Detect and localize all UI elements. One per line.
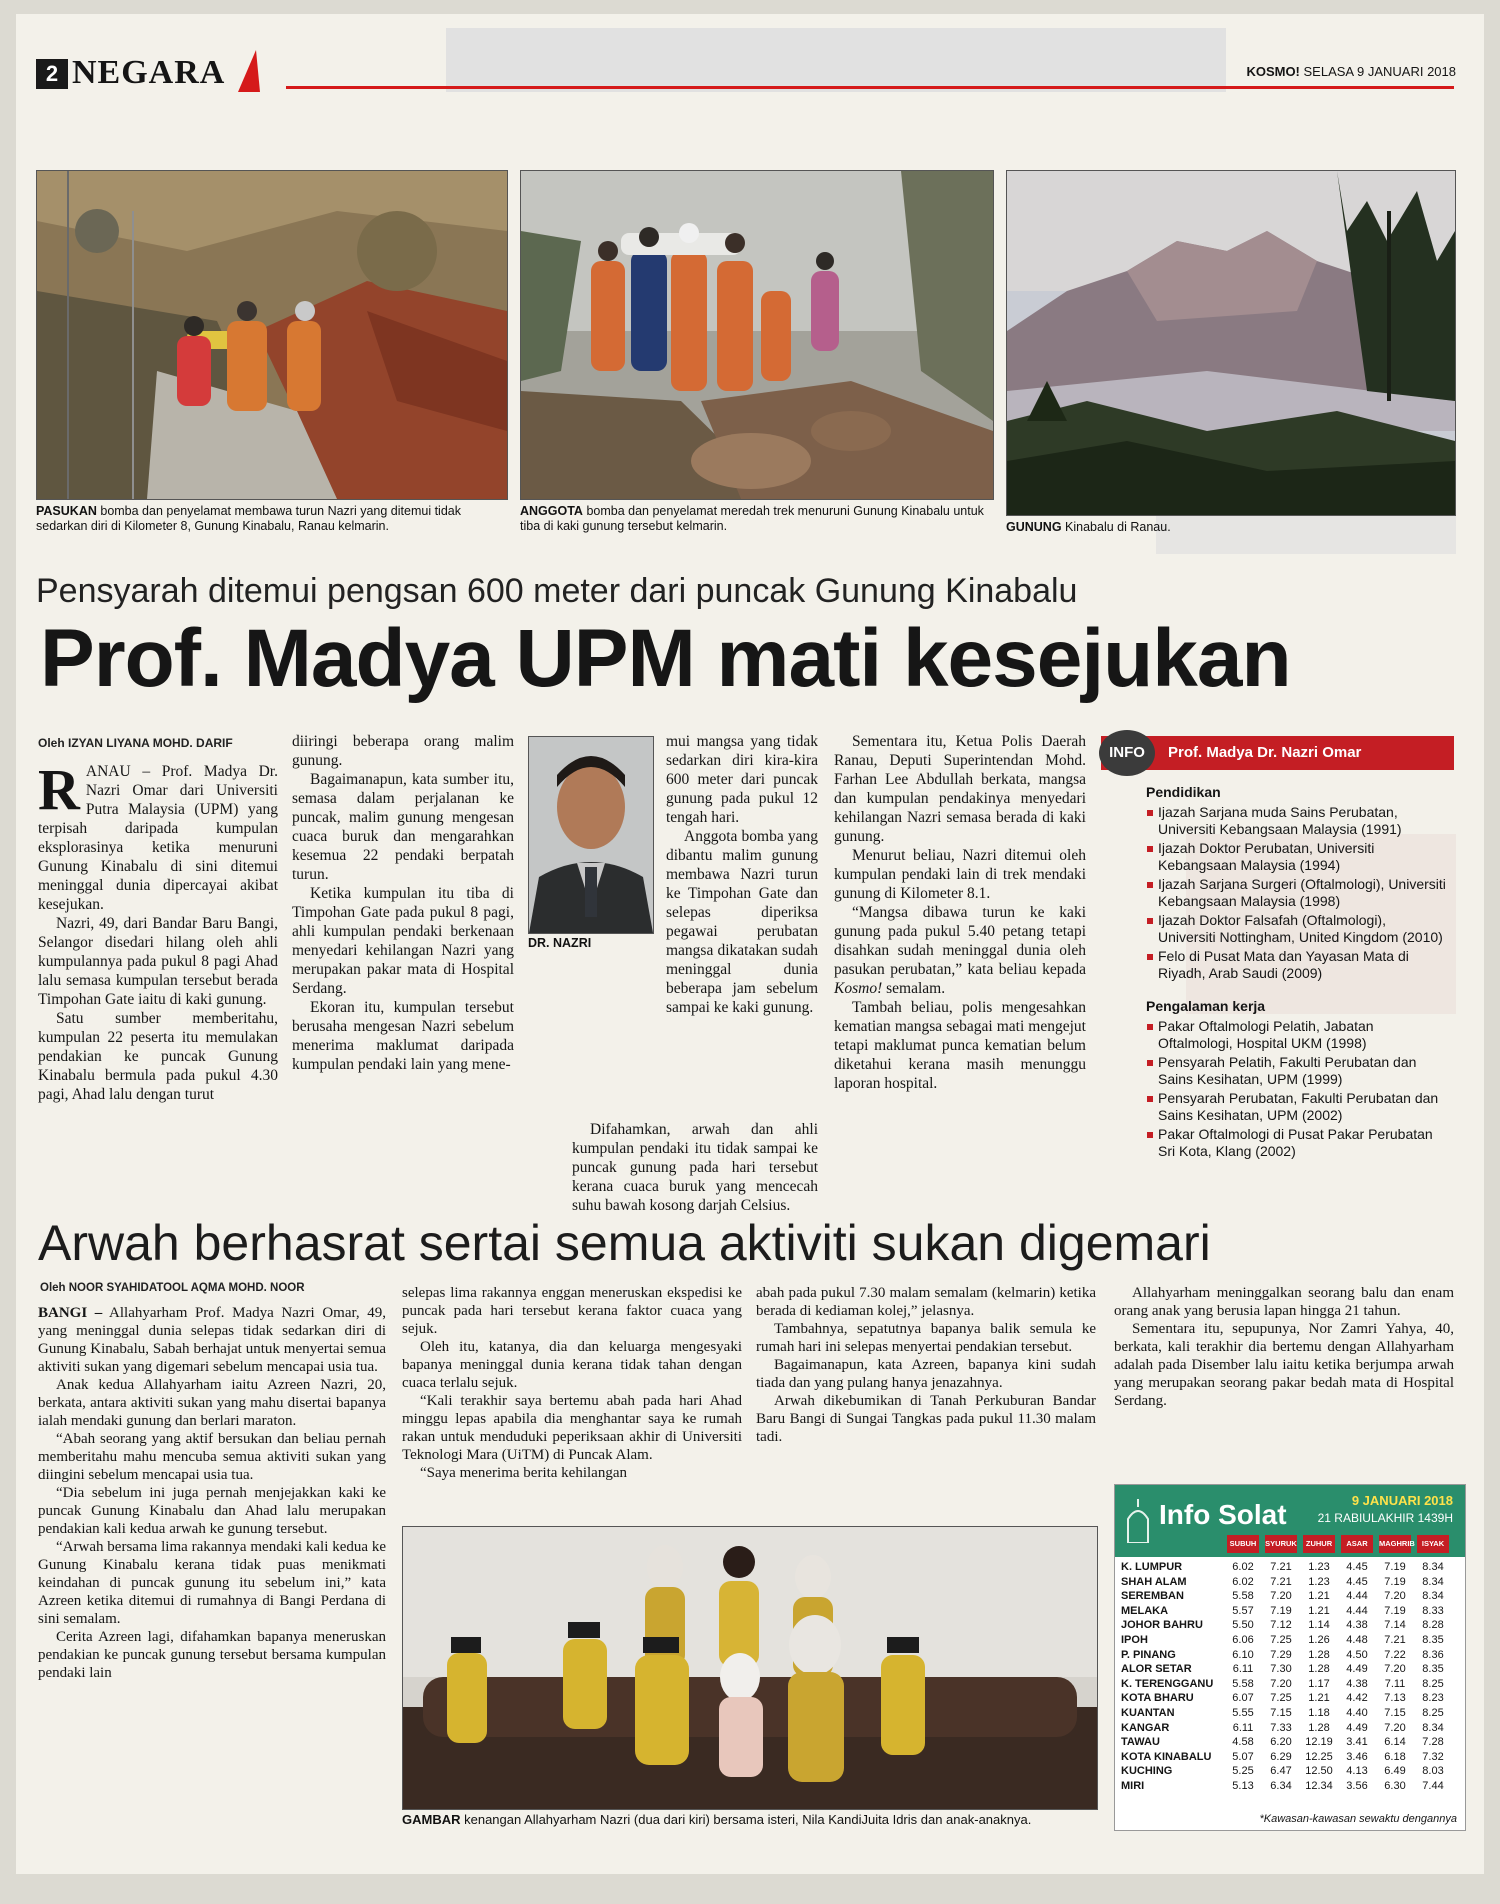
photo-caption: ANGGOTA bomba dan penyelamat meredah trek menuruni Gunung Kinabalu untuk tiba di kaki gunung tersebut kelmarin. xyxy=(520,504,984,533)
prayer-time: 7.12 xyxy=(1270,1619,1292,1632)
city-name: KOTA BHARU xyxy=(1121,1692,1194,1705)
prayer-time: 4.50 xyxy=(1346,1648,1368,1661)
prayer-time: 7.25 xyxy=(1270,1633,1292,1646)
article-column xyxy=(756,1284,1096,1446)
prayer-time: 7.19 xyxy=(1384,1561,1406,1573)
prayer-time: 7.32 xyxy=(1422,1750,1444,1763)
prayer-note: *Kawasan-kawasan sewaktu dengannya xyxy=(1259,1813,1457,1825)
article-paragraph: mui mangsa yang tidak sedarkan diri kira-kira 600 meter dari puncak gunung pada pukul 12 tengah hari. xyxy=(666,733,818,826)
prayer-time: 7.20 xyxy=(1384,1663,1406,1676)
prayer-time: 7.20 xyxy=(1270,1590,1292,1603)
article-paragraph: Satu sumber memberitahu, kumpulan 22 peserta itu memulakan pendakian ke puncak Gunung Kinabalu bermula pada pukul 4.30 pagi, Ahad lalu dengan turut xyxy=(38,1010,278,1103)
prayer-time: 8.33 xyxy=(1422,1604,1444,1617)
article-paragraph: Sementara itu, sepupunya, Nor Zamri Yahya, 40, berkata, kali terakhir dia bertemu dengan Allahyarham adalah pada Disember lalu iaitu ketika berjumpa arwah yang merupakan seorang pakar bedah mata di Hospital Serdang. xyxy=(1114,1321,1454,1409)
prayer-time: 1.21 xyxy=(1308,1692,1330,1705)
page-title: Prof. Madya UPM mati kesejukan xyxy=(40,613,1291,704)
prayer-time: 6.06 xyxy=(1232,1633,1254,1646)
prayer-time: 12.50 xyxy=(1305,1765,1333,1778)
article-paragraph: RANAU – Prof. Madya Dr. Nazri Omar dari Universiti Putra Malaysia (UPM) yang terpisah daripada kumpulan eksplorasinya ketika menuruni Gunung Kinabalu di sini ditemui meninggal dunia dipercayai akibat kesejukan. xyxy=(38,757,278,913)
prayer-time: 7.15 xyxy=(1384,1706,1406,1719)
page-number: 2 xyxy=(36,59,68,89)
article-column xyxy=(666,732,818,1017)
prayer-time: 5.25 xyxy=(1232,1765,1254,1778)
column-header: ISYAK xyxy=(1417,1535,1449,1553)
education-list xyxy=(1146,804,1446,982)
city-name: MELAKA xyxy=(1121,1604,1169,1617)
city-name: KUANTAN xyxy=(1121,1706,1175,1719)
mountain-photo xyxy=(1006,170,1456,516)
prayer-time: 7.11 xyxy=(1384,1677,1406,1690)
family-photo xyxy=(402,1526,1098,1810)
prayer-time: 7.21 xyxy=(1384,1633,1406,1646)
article-paragraph: Bagaimanapun, kata Azreen, bapanya kini sudah tiada dan yang pulang hanya jenazahnya. xyxy=(756,1357,1096,1391)
article-paragraph: Nazri, 49, dari Bandar Baru Bangi, Selangor disedari hilang oleh ahli kumpulannya pada pukul 8 pagi Ahad lalu semasa kumpulan tersebut berada Timpohan Gate iaitu di kaki gunung. xyxy=(38,915,278,1008)
prayer-time: 6.47 xyxy=(1270,1765,1292,1778)
city-name: KANGAR xyxy=(1121,1721,1170,1734)
prayer-time: 8.25 xyxy=(1422,1677,1444,1690)
city-name: JOHOR BAHRU xyxy=(1121,1619,1203,1632)
prayer-time: 8.36 xyxy=(1422,1648,1444,1661)
prayer-time: 6.14 xyxy=(1384,1736,1406,1749)
prayer-time: 7.28 xyxy=(1422,1736,1444,1749)
list-item: Ijazah Doktor Perubatan, Universiti Kebangsaan Malaysia (1994) xyxy=(1146,840,1446,874)
prayer-time: 8.34 xyxy=(1422,1575,1444,1588)
prayer-time: 7.25 xyxy=(1270,1692,1292,1705)
prayer-time: 12.19 xyxy=(1305,1736,1333,1749)
prayer-time: 8.25 xyxy=(1422,1706,1444,1719)
list-item: Ijazah Sarjana muda Sains Perubatan, Universiti Kebangsaan Malaysia (1991) xyxy=(1146,804,1446,838)
prayer-time: 8.28 xyxy=(1422,1619,1444,1632)
prayer-time: 1.17 xyxy=(1308,1677,1330,1690)
prayer-time: 6.11 xyxy=(1232,1721,1254,1734)
prayer-time: 4.48 xyxy=(1346,1633,1368,1646)
article-column xyxy=(1114,1284,1454,1410)
info-box xyxy=(1146,784,1446,1176)
prayer-time: 8.35 xyxy=(1422,1633,1444,1646)
prayer-time: 5.58 xyxy=(1232,1677,1254,1690)
prayer-time: 6.02 xyxy=(1232,1561,1254,1573)
section-flag-icon xyxy=(238,50,260,92)
article-column xyxy=(834,732,1086,1093)
prayer-time: 12.34 xyxy=(1305,1779,1333,1792)
article-paragraph: “Kali terakhir saya bertemu abah pada hari Ahad minggu lepas apabila dia menghantar saya ke rumah rakan untuk menduduki peperiksaan akhir di Universiti Teknologi Mara (UiTM) di Puncak Alam. xyxy=(402,1393,742,1463)
article-paragraph: “Dia sebelum ini juga pernah menjejakkan kaki ke puncak Gunung Kinabalu dan Ahad lalu merupakan pendakian kali kedua arwah ke gunung tersebut. xyxy=(38,1485,386,1537)
article-paragraph: Bagaimanapun, kata sumber itu, semasa dalam perjalanan ke puncak, malim gunung mengesan cuaca buruk dan mengarahkan kesemua 22 pendaki berpatah turun. xyxy=(292,771,514,883)
article-paragraph: Allahyarham meninggalkan seorang balu dan enam orang anak yang berusia lapan hingga 21 tahun. xyxy=(1114,1285,1454,1319)
list-item: Felo di Pusat Mata dan Yayasan Mata di Riyadh, Arab Saudi (2009) xyxy=(1146,948,1446,982)
prayer-time: 4.49 xyxy=(1346,1663,1368,1676)
portrait-caption: DR. NAZRI xyxy=(528,936,592,950)
article-paragraph: Ketika kumpulan itu tiba di Timpohan Gate pada pukul 8 pagi, ahli kumpulan pendaki berkenaan menyedari kehilangan Nazri yang merupakan pakar mata di Hospital Serdang. xyxy=(292,885,514,997)
newspaper-page xyxy=(16,14,1484,1874)
prayer-time: 5.13 xyxy=(1232,1779,1254,1792)
city-name: SHAH ALAM xyxy=(1121,1575,1187,1588)
prayer-time: 4.44 xyxy=(1346,1604,1368,1617)
prayer-time: 7.13 xyxy=(1384,1692,1406,1705)
city-name: MIRI xyxy=(1121,1779,1145,1792)
prayer-time: 4.45 xyxy=(1346,1575,1368,1588)
prayer-time: 7.20 xyxy=(1384,1590,1406,1603)
article-paragraph: selepas lima rakannya enggan meneruskan ekspedisi ke puncak pada hari tersebut kerana faktor cuaca yang sejuk. xyxy=(402,1285,742,1337)
article-paragraph: Anggota bomba yang dibantu malim gunung membawa Nazri turun ke Timpohan Gate dan selepas diperiksa pegawai perubatan mangsa dikatakan sudah meninggal dunia beberapa jam sebelum sampai ke kaki gunung. xyxy=(666,828,818,1016)
prayer-time: 6.29 xyxy=(1270,1750,1292,1763)
article-paragraph: Difahamkan, arwah dan ahli kumpulan pendaki itu tidak sampai ke puncak gunung pada hari tersebut kerana cuaca buruk yang mencecah suhu bawah kosong darjah Celsius. xyxy=(572,1121,818,1214)
prayer-time: 8.35 xyxy=(1422,1663,1444,1676)
prayer-time: 7.30 xyxy=(1270,1663,1292,1676)
prayer-time: 1.14 xyxy=(1308,1619,1330,1632)
prayer-time: 5.50 xyxy=(1232,1619,1254,1632)
photo-caption: GAMBAR kenangan Allahyarham Nazri (dua dari kiri) bersama isteri, Nila KandiJuita Idris dan anak-anaknya. xyxy=(402,1812,1032,1827)
info-heading: Pendidikan xyxy=(1146,784,1221,800)
story2-headline: Arwah berhasrat sertai semua aktiviti sukan digemari xyxy=(38,1215,1211,1271)
prayer-time: 7.19 xyxy=(1384,1575,1406,1588)
trail-photo xyxy=(520,170,994,500)
column-header: MAGHRIB xyxy=(1379,1535,1411,1553)
show-through-print xyxy=(446,28,1226,92)
article-paragraph: Menurut beliau, Nazri ditemui oleh kumpulan pendaki lain di trek mendaki gunung di Kilometer 8.1. xyxy=(834,847,1086,902)
prayer-time: 4.49 xyxy=(1346,1721,1368,1734)
prayer-time: 1.28 xyxy=(1308,1648,1330,1661)
mosque-icon xyxy=(1125,1499,1151,1543)
prayer-time: 6.02 xyxy=(1232,1575,1254,1588)
article-paragraph: BANGI – Allahyarham Prof. Madya Nazri Omar, 49, yang meninggal dunia selepas tidak sedarkan diri di Gunung Kinabalu, Sabah berhajat untuk menyertai semua aktiviti sukan yang digemari sebelum mencapai usia tua. xyxy=(38,1305,386,1375)
prayer-times-table xyxy=(1114,1484,1466,1831)
article-paragraph: “Arwah bersama lima rakannya mendaki kali kedua ke Gunung Kinabalu kerana tidak puas menikmati keindahan di puncak gunung itu sebelum ini,” kata Azreen ketika ditemui di rumahnya di Bangi Perdana di sini semalam. xyxy=(38,1539,386,1627)
prayer-time: 4.42 xyxy=(1346,1692,1368,1705)
prayer-time: 1.21 xyxy=(1308,1604,1330,1617)
article-column xyxy=(402,1284,742,1482)
prayer-time: 6.10 xyxy=(1232,1648,1254,1661)
prayer-time: 1.23 xyxy=(1308,1561,1330,1573)
article-column xyxy=(38,1304,386,1682)
city-name: KOTA KINABALU xyxy=(1121,1750,1212,1763)
issue-date: KOSMO! SELASA 9 JANUARI 2018 xyxy=(1246,64,1456,79)
prayer-time: 7.19 xyxy=(1270,1604,1292,1617)
section-title: NEGARA xyxy=(72,54,226,91)
prayer-time: 6.30 xyxy=(1384,1779,1406,1792)
list-item: Pakar Oftalmologi Pelatih, Jabatan Oftalmologi, Hospital UKM (1998) xyxy=(1146,1018,1446,1052)
prayer-time: 7.19 xyxy=(1384,1604,1406,1617)
article-paragraph: abah pada pukul 7.30 malam semalam (kelmarin) ketika berada di kediaman kolej,” jelasnya. xyxy=(756,1285,1096,1319)
article-column xyxy=(572,1120,818,1215)
city-name: ALOR SETAR xyxy=(1121,1663,1192,1676)
prayer-time: 7.21 xyxy=(1270,1561,1292,1573)
prayer-time: 4.45 xyxy=(1346,1561,1368,1573)
list-item: Ijazah Doktor Falsafah (Oftalmologi), Universiti Nottingham, United Kingdom (2010) xyxy=(1146,912,1446,946)
info-heading: Pengalaman kerja xyxy=(1146,998,1266,1014)
prayer-time: 1.21 xyxy=(1308,1590,1330,1603)
prayer-time: 6.49 xyxy=(1384,1765,1406,1778)
article-paragraph: diiringi beberapa orang malim gunung. xyxy=(292,733,514,769)
prayer-time: 7.29 xyxy=(1270,1648,1292,1661)
article-paragraph: “Mangsa dibawa turun ke kaki gunung pada pukul 5.40 petang tetapi disahkan sudah meninggal dunia oleh pasukan perubatan,” kata beliau kepada Kosmo! semalam. xyxy=(834,904,1086,997)
prayer-time: 4.13 xyxy=(1346,1765,1368,1778)
article-paragraph: Oleh itu, katanya, dia dan keluarga mengesyaki bapanya meninggal dunia kerana tidak tahan dengan cuaca terlalu sejuk. xyxy=(402,1339,742,1391)
article-paragraph: “Saya menerima berita kehilangan xyxy=(420,1465,627,1481)
prayer-time: 3.41 xyxy=(1346,1736,1368,1749)
header-rule xyxy=(286,86,1454,89)
info-badge: INFO xyxy=(1099,730,1155,776)
prayer-time: 8.23 xyxy=(1422,1692,1444,1705)
photo-caption: GUNUNG Kinabalu di Ranau. xyxy=(1006,520,1171,534)
prayer-time: 3.46 xyxy=(1346,1750,1368,1763)
prayer-time: 8.34 xyxy=(1422,1721,1444,1734)
article-column xyxy=(292,732,514,1074)
city-name: SEREMBAN xyxy=(1121,1590,1184,1603)
column-header: SYURUK xyxy=(1265,1535,1297,1553)
prayer-time: 1.23 xyxy=(1308,1575,1330,1588)
list-item: Pakar Oftalmologi di Pusat Pakar Perubatan Sri Kota, Klang (2002) xyxy=(1146,1126,1446,1160)
article-paragraph: Anak kedua Allahyarham iaitu Azreen Nazri, 20, berkata, antara aktiviti sukan yang mahu disertai bapanya ialah mendaki gunung dan berlari maraton. xyxy=(38,1377,386,1429)
prayer-hijri-date: 21 RABIULAKHIR 1439H xyxy=(1317,1511,1453,1525)
prayer-time: 5.58 xyxy=(1232,1590,1254,1603)
prayer-time: 7.15 xyxy=(1270,1706,1292,1719)
prayer-time: 4.44 xyxy=(1346,1590,1368,1603)
column-header: ASAR xyxy=(1341,1535,1373,1553)
prayer-time: 8.34 xyxy=(1422,1590,1444,1603)
drop-cap: R xyxy=(38,757,80,822)
prayer-time: 8.34 xyxy=(1422,1561,1444,1573)
prayer-time: 7.21 xyxy=(1270,1575,1292,1588)
column-header: SUBUH xyxy=(1227,1535,1259,1553)
prayer-time: 6.18 xyxy=(1384,1750,1406,1763)
city-name: IPOH xyxy=(1121,1633,1148,1646)
prayer-title: Info Solat xyxy=(1159,1499,1287,1530)
prayer-time: 7.22 xyxy=(1384,1648,1406,1661)
prayer-time: 1.28 xyxy=(1308,1721,1330,1734)
prayer-time: 4.38 xyxy=(1346,1619,1368,1632)
article-paragraph: Cerita Azreen lagi, difahamkan bapanya meneruskan pendakian ke puncak gunung tersebut bersama kumpulan pendaki lain xyxy=(38,1629,386,1681)
prayer-time: 5.55 xyxy=(1232,1706,1254,1719)
story-kicker: Pensyarah ditemui pengsan 600 meter dari puncak Gunung Kinabalu xyxy=(36,572,1078,610)
prayer-time: 6.07 xyxy=(1232,1692,1254,1705)
prayer-time: 6.34 xyxy=(1270,1779,1292,1792)
article-paragraph: Tambah beliau, polis mengesahkan kematian mangsa sebagai mati mengejut tetapi maklumat punca kematian belum diketahui kerana masih menunggu laporan hospital. xyxy=(834,999,1086,1092)
article-paragraph: Ekoran itu, kumpulan tersebut berusaha mengesan Nazri sebelum menerima maklumat daripada kumpulan pendaki lain yang mene- xyxy=(292,999,514,1073)
city-name: TAWAU xyxy=(1121,1736,1160,1749)
prayer-time: 7.33 xyxy=(1270,1721,1292,1734)
list-item: Pensyarah Perubatan, Fakulti Perubatan dan Sains Kesihatan, UPM (2002) xyxy=(1146,1090,1446,1124)
prayer-time: 1.28 xyxy=(1308,1663,1330,1676)
prayer-time: 8.03 xyxy=(1422,1765,1444,1778)
prayer-time: 5.07 xyxy=(1232,1750,1254,1763)
article-paragraph: “Abah seorang yang aktif bersukan dan beliau pernah memberitahu mahu mencuba semua aktiviti sukan yang diingini sebelum mencapai usia tua. xyxy=(38,1431,386,1483)
city-name: K. TERENGGANU xyxy=(1121,1677,1214,1690)
rescue-photo xyxy=(36,170,508,500)
photo-caption: PASUKAN bomba dan penyelamat membawa turun Nazri yang ditemui tidak sedarkan diri di Kilometer 8, Gunung Kinabalu, Ranau kelmarin. xyxy=(36,504,461,533)
city-name: K. LUMPUR xyxy=(1121,1561,1183,1573)
article-column xyxy=(38,757,278,1104)
prayer-time: 3.56 xyxy=(1346,1779,1368,1792)
list-item: Pensyarah Pelatih, Fakulti Perubatan dan Sains Kesihatan, UPM (1999) xyxy=(1146,1054,1446,1088)
article-paragraph: Arwah dikebumikan di Tanah Perkuburan Bandar Baru Bangi di Sungai Tangkas pada pukul 11.30 malam tadi. xyxy=(756,1393,1096,1445)
prayer-time: 6.11 xyxy=(1232,1663,1254,1676)
prayer-time: 12.25 xyxy=(1305,1750,1333,1763)
byline: Oleh NOOR SYAHIDATOOL AQMA MOHD. NOOR xyxy=(40,1282,305,1294)
prayer-time: 7.20 xyxy=(1270,1677,1292,1690)
prayer-time: 7.14 xyxy=(1384,1619,1406,1632)
article-paragraph: Tambahnya, sepatutnya bapanya balik semula ke rumah hari ini selepas menyertai pendakian tersebut. xyxy=(756,1321,1096,1355)
prayer-time: 6.20 xyxy=(1270,1736,1292,1749)
byline: Oleh IZYAN LIYANA MOHD. DARIF xyxy=(38,736,233,750)
info-title: Prof. Madya Dr. Nazri Omar xyxy=(1168,744,1362,761)
column-header: ZUHUR xyxy=(1303,1535,1335,1553)
list-item: Ijazah Sarjana Surgeri (Oftalmologi), Universiti Kebangsaan Malaysia (1998) xyxy=(1146,876,1446,910)
prayer-time: 4.58 xyxy=(1232,1736,1254,1749)
city-name: KUCHING xyxy=(1121,1765,1173,1778)
city-name: P. PINANG xyxy=(1121,1648,1176,1661)
prayer-time: 7.44 xyxy=(1422,1779,1444,1792)
portrait-photo xyxy=(528,736,654,934)
prayer-date: 9 JANUARI 2018 xyxy=(1351,1493,1453,1508)
prayer-time: 4.40 xyxy=(1346,1706,1368,1719)
prayer-time: 5.57 xyxy=(1232,1604,1254,1617)
prayer-time: 1.26 xyxy=(1308,1633,1330,1646)
work-list xyxy=(1146,1018,1446,1160)
article-paragraph: Sementara itu, Ketua Polis Daerah Ranau, Deputi Superintendan Mohd. Farhan Lee Abdullah berkata, mangsa dan kumpulan pendakinya menyedari kehilangan Nazri semasa berada di kaki gunung. xyxy=(834,733,1086,845)
prayer-time: 7.20 xyxy=(1384,1721,1406,1734)
prayer-time: 4.38 xyxy=(1346,1677,1368,1690)
prayer-time: 1.18 xyxy=(1308,1706,1330,1719)
